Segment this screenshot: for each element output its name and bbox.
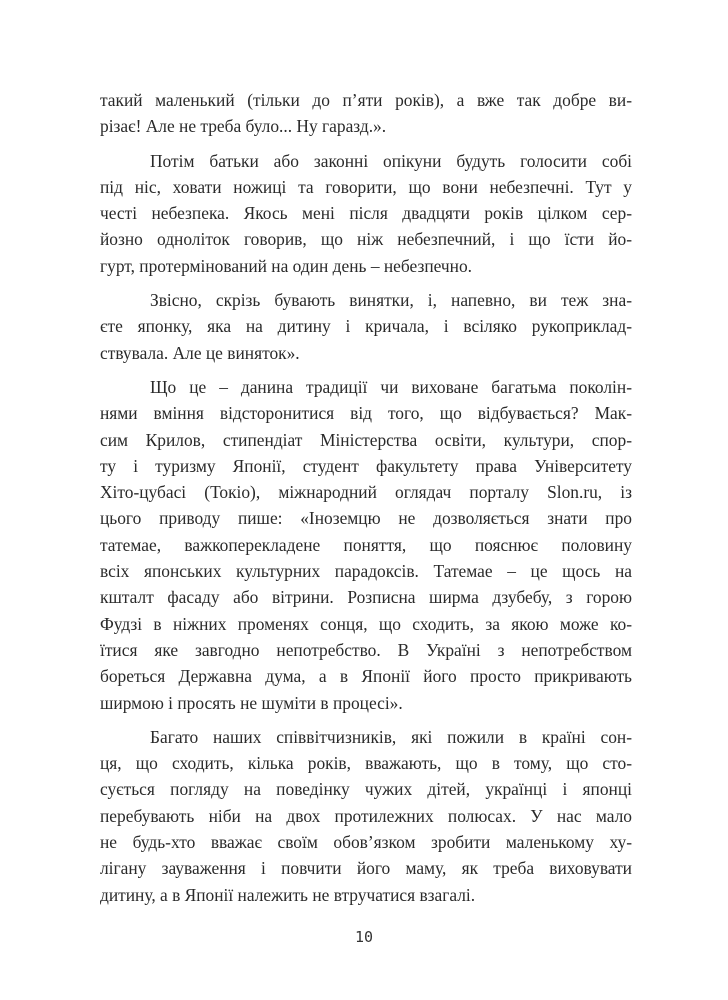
text-line: перебувають ніби на двох протилежних полюсах. У нас мало bbox=[100, 805, 632, 826]
text-line: гурт, протермінований на один день – небезпечно. bbox=[100, 255, 473, 276]
page-body bbox=[100, 87, 632, 908]
text-line: ту і туризму Японії, студент факультету права Університету bbox=[100, 455, 632, 476]
text-line: єте японку, яка на дитину і кричала, і всіляко рукоприклад- bbox=[100, 316, 632, 337]
text-line: дитину, а в Японії належить не втручатися взагалі. bbox=[100, 884, 476, 905]
text-line: сується погляду на поведінку чужих дітей, українці і японці bbox=[100, 779, 632, 800]
text-line: всіх японських культурних парадоксів. Татемае – це щось на bbox=[100, 561, 632, 582]
text-line: ствувала. Але це виняток». bbox=[100, 342, 300, 363]
text-line: Потім батьки або законні опікуни будуть голосити собі bbox=[150, 150, 632, 171]
text-line: ширмою і просять не шуміти в процесі». bbox=[100, 692, 403, 713]
text-line: йозно одноліток говорив, що ніж небезпечний, і що їсти йо- bbox=[100, 229, 632, 250]
text-line: сим Крилов, стипендіат Міністерства освіти, культури, спор- bbox=[100, 429, 632, 450]
text-line: честі небезпека. Якось мені після двадцяти років цілком сер- bbox=[100, 203, 632, 224]
text-line: бореться Державна дума, а в Японії його просто прикривають bbox=[100, 666, 632, 687]
paragraph bbox=[100, 374, 632, 716]
text-line: Звісно, скрізь бувають винятки, і, напевно, ви теж зна- bbox=[150, 290, 632, 311]
text-line: Фудзі в ніжних променях сонця, що сходить, за якою може ко- bbox=[100, 613, 632, 634]
text-line: не будь-хто вважає своїм обов’язком зробити маленькому ху- bbox=[100, 832, 632, 853]
text-line: цього приводу пише: «Іноземцю не дозволяється знати про bbox=[100, 508, 632, 529]
text-line: Багато наших співвітчизників, які пожили в країні сон- bbox=[150, 726, 632, 747]
paragraph bbox=[100, 87, 632, 140]
text-line: Що це – данина традиції чи виховане багатьма поколін- bbox=[150, 376, 632, 397]
text-line: кшталт фасаду або вітрини. Розписна ширма дзубебу, з горою bbox=[100, 587, 632, 608]
paragraph bbox=[100, 724, 632, 908]
text-line: під ніс, ховати ножиці та говорити, що вони небезпечні. Тут у bbox=[100, 176, 632, 197]
text-line: лігану зауваження і повчити його маму, як треба виховувати bbox=[100, 858, 632, 879]
paragraph bbox=[100, 287, 632, 366]
text-line: татемае, важкоперекладене поняття, що пояснює половину bbox=[100, 534, 632, 555]
text-line: Хіто-цубасі (Токіо), міжнародний оглядач порталу Slon.ru, із bbox=[100, 482, 632, 503]
page-number: 10 bbox=[354, 928, 374, 946]
paragraph bbox=[100, 148, 632, 279]
text-line: такий маленький (тільки до п’яти років), а вже так добре ви- bbox=[100, 90, 632, 110]
text-line: ця, що сходить, кілька років, вважають, що в тому, що сто- bbox=[100, 753, 632, 774]
text-line: різає! Але не треба було... Ну гаразд.». bbox=[100, 116, 387, 137]
text-line: їтися яке завгодно непотребство. В Україні з непотребством bbox=[100, 639, 632, 660]
text-line: нями вміння відсторонитися від того, що відбувається? Мак- bbox=[100, 403, 632, 424]
